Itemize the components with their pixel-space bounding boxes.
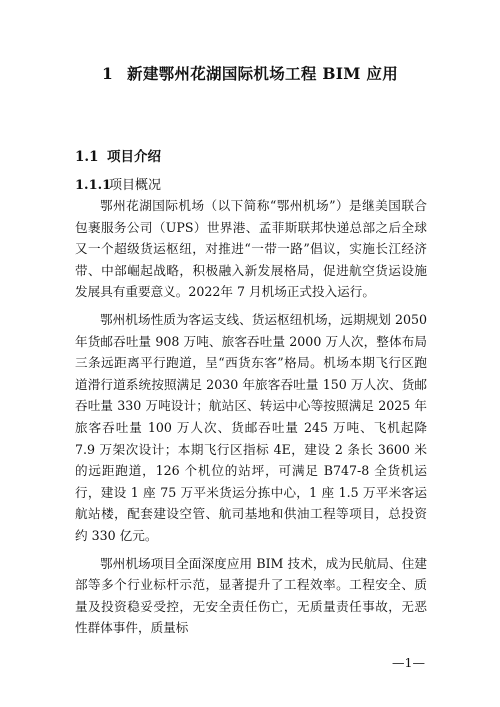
chapter-heading	[0, 62, 500, 84]
section-title: 项目介绍	[107, 149, 161, 165]
section-heading	[75, 145, 161, 165]
body-text	[75, 195, 427, 639]
subsection-number: 1.1.1	[75, 178, 112, 193]
section-number: 1.1	[75, 149, 99, 165]
chapter-title: 新建鄂州花湖国际机场工程 BIM 应用	[127, 64, 399, 83]
subsection-title: 项目概况	[109, 178, 162, 193]
paragraph: 鄂州机场性质为客运支线、货运枢纽机场，远期规划 2050 年货邮吞吐量 908 万吨、旅客吞吐量 2000 万人次，整体布局三条远距离平行跑道，呈“西货东客”格局。机场本期飞行区跑道滑行道系统按照满足 2030 年旅客吞吐量 150 万人次、货邮吞吐量 330 万吨设计；航站区、转运中心等按照满足 2025 年旅客吞吐量 100 万人次、货邮吞吐量 245 万吨、飞机起降 7.9 万架次设计；本期飞行区指标 4E，建设 2 条长 3600 米的远距跑道，126 个机位的站坪，可满足 B747-8 全货机运行，建设 1 座 75 万平米货运分拣中心，1 座 1.5 万平米客运航站楼，配套建设空管、航司基地和供油工程等项目，总投资约 330 亿元。	[75, 311, 427, 543]
subsection-heading	[75, 174, 161, 193]
page-number: —1—	[392, 655, 425, 670]
paragraph: 鄂州花湖国际机场（以下简称“鄂州机场”）是继美国联合包裹服务公司（UPS）世界港、孟菲斯联邦快递总部之后全球又一个超级货运枢纽，对推进“一带一路”倡议，实施长江经济带、中部崛起战略，积极融入新发展格局，促进航空货运设施发展具有重要意义。2022年 7 月机场正式投入运行。	[75, 198, 427, 300]
paragraph: 鄂州机场项目全面深度应用 BIM 技术，成为民航局、住建部等多个行业标杆示范，显著提升了工程效率。工程安全、质量及投资稳妥受控，无安全责任伤亡，无质量责任事故，无恶性群体事件，质量标	[75, 555, 427, 636]
chapter-number: 1	[101, 64, 114, 83]
